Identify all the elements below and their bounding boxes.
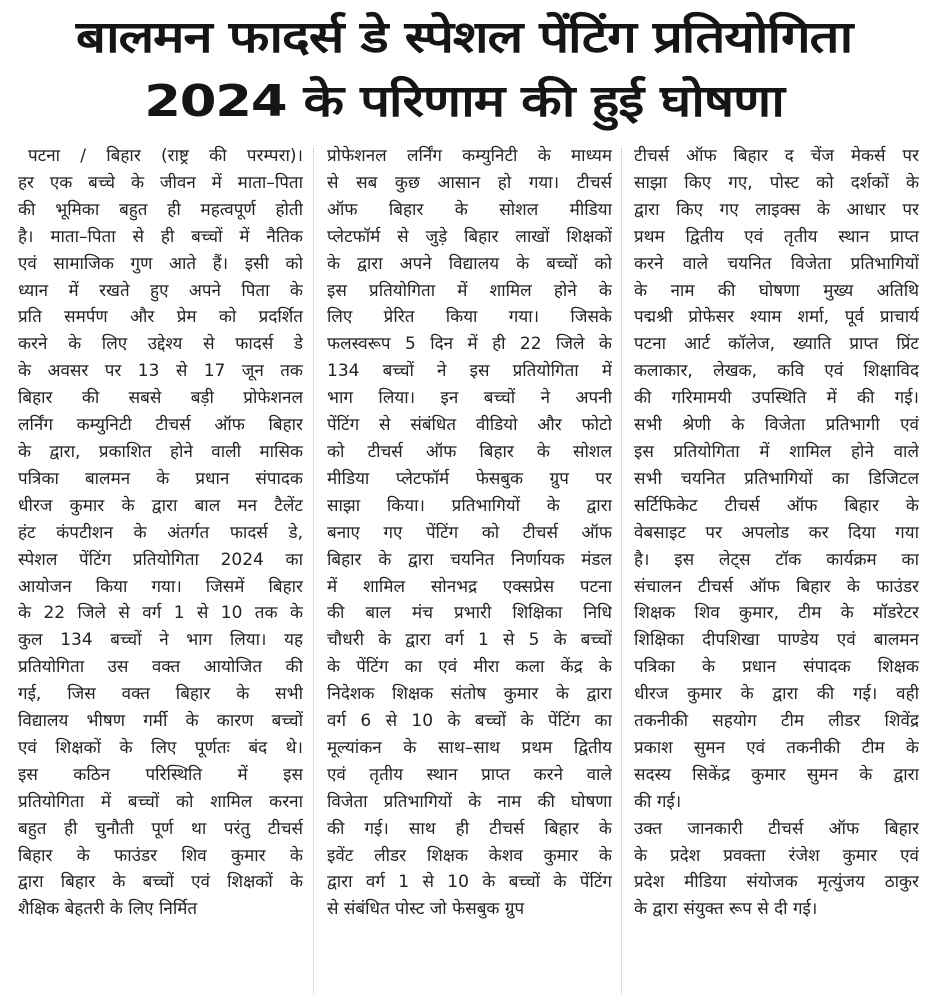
article-line: प्रतियोगिता में बच्चों को शामिल करना bbox=[18, 791, 303, 812]
article-line: धीरज कुमार के द्वारा बाल मन टैलेंट bbox=[18, 495, 303, 516]
article-line: है। माता–पिता से ही बच्चों में नैतिक bbox=[18, 226, 303, 247]
article-line: द्वारा वर्ग 1 से 10 के बच्चों के पेंटिंग bbox=[327, 872, 612, 893]
article-line: प्रति समर्पण और प्रेम को प्रदर्शित bbox=[18, 307, 303, 328]
article-line: विजेता प्रतिभागियों के नाम की घोषणा bbox=[327, 791, 612, 812]
article-column-1 bbox=[18, 143, 303, 1001]
article-line: सभी चयनित प्रतिभागियों का डिजिटल bbox=[634, 468, 919, 489]
article-line: एवं शिक्षकों के लिए पूर्णतः बंद थे। bbox=[18, 737, 303, 758]
article-line: चौधरी के द्वारा वर्ग 1 से 5 के बच्चों bbox=[327, 630, 612, 651]
article-line: के अवसर पर 13 से 17 जून तक bbox=[18, 361, 303, 382]
article-line: पत्रिका बालमन के प्रधान संपादक bbox=[18, 468, 303, 489]
article-line: में शामिल सोनभद्र एक्सप्रेस पटना bbox=[327, 576, 612, 597]
article-line: के पेंटिंग का एवं मीरा कला केंद्र के bbox=[327, 657, 612, 678]
article-line: ऑफ बिहार के सोशल मीडिया bbox=[327, 199, 612, 220]
article-line: भाग लिया। इन बच्चों ने अपनी bbox=[327, 388, 612, 409]
article-line: द्वारा किए गए लाइक्स के आधार पर bbox=[634, 199, 919, 220]
article-line: पत्रिका के प्रधान संपादक शिक्षक bbox=[634, 657, 919, 678]
article-line: बहुत ही चुनौती पूर्ण था परंतु टीचर्स bbox=[18, 818, 303, 839]
headline bbox=[0, 6, 928, 134]
article-line: पद्मश्री प्रोफेसर श्याम शर्मा, पूर्व प्राचार्य bbox=[634, 307, 919, 328]
article-line: साझा किए गए, पोस्ट को दर्शकों के bbox=[634, 172, 919, 193]
article-line: हंट कंपटीशन के अंतर्गत फादर्स डे, bbox=[18, 522, 303, 543]
article-line: इस प्रतियोगिता में शामिल होने वाले bbox=[634, 441, 919, 462]
article-line: मीडिया प्लेटफॉर्म फेसबुक ग्रुप पर bbox=[327, 468, 612, 489]
article-line: की भूमिका बहुत ही महत्वपूर्ण होती bbox=[18, 199, 303, 220]
article-line: सभी श्रेणी के विजेता प्रतिभागी एवं bbox=[634, 415, 919, 436]
article-line: करने के लिए उद्देश्य से फादर्स डे bbox=[18, 334, 303, 355]
article-line: कुल 134 बच्चों ने भाग लिया। यह bbox=[18, 630, 303, 651]
article-line: के द्वारा अपने विद्यालय के बच्चों को bbox=[327, 253, 612, 274]
article-line: की गई। bbox=[634, 791, 682, 812]
article-line: के द्वारा संयुक्त रूप से दी गई। bbox=[634, 899, 818, 920]
article-line: टीचर्स ऑफ बिहार द चेंज मेकर्स पर bbox=[634, 146, 919, 166]
headline-line-2: 2024 के परिणाम की हुई घोषणा bbox=[144, 76, 784, 127]
article-line: हर एक बच्चे के जीवन में माता–पिता bbox=[18, 172, 303, 193]
article-line: विद्यालय भीषण गर्मी के कारण बच्चों bbox=[18, 711, 303, 732]
article-line: 134 बच्चों ने इस प्रतियोगिता में bbox=[327, 361, 612, 382]
article-line: शिक्षक शिव कुमार, टीम के मॉडरेटर bbox=[634, 603, 919, 624]
article-column-2 bbox=[327, 143, 612, 1001]
article-line: सदस्य सिकेंद्र कुमार सुमन के द्वारा bbox=[634, 764, 919, 785]
article-line: पटना / बिहार (राष्ट्र की परम्परा)। bbox=[28, 146, 303, 166]
article-line: की गई। साथ ही टीचर्स बिहार के bbox=[327, 818, 612, 839]
article-line: बनाए गए पेंटिंग को टीचर्स ऑफ bbox=[327, 522, 612, 543]
article-line: एवं तृतीय स्थान प्राप्त करने वाले bbox=[327, 764, 612, 785]
article-line: लिए प्रेरित किया गया। जिसके bbox=[327, 307, 612, 328]
headline-line-1: बालमन फादर्स डे स्पेशल पेंटिंग प्रतियोगिता bbox=[75, 12, 853, 63]
article-line: के प्रदेश प्रवक्ता रंजेश कुमार एवं bbox=[634, 845, 919, 866]
article-line: आयोजन किया गया। जिसमें बिहार bbox=[18, 576, 303, 597]
article-line: की बाल मंच प्रभारी शिक्षिका निधि bbox=[327, 603, 612, 624]
article-column-3 bbox=[634, 143, 919, 1001]
article-line: पटना आर्ट कॉलेज, ख्याति प्राप्त प्रिंट bbox=[634, 334, 919, 355]
article-line: शैक्षिक बेहतरी के लिए निर्मित bbox=[18, 899, 198, 920]
article-line: फलस्वरूप 5 दिन में ही 22 जिले के bbox=[327, 334, 612, 355]
article-line: साझा किया। प्रतिभागियों के द्वारा bbox=[327, 495, 612, 516]
article-line: एवं सामाजिक गुण आते हैं। इसी को bbox=[18, 253, 303, 274]
article-line: के 22 जिले से वर्ग 1 से 10 तक के bbox=[18, 603, 303, 624]
article-line: को टीचर्स ऑफ बिहार के सोशल bbox=[327, 441, 612, 462]
article-line: बिहार के फाउंडर शिव कुमार के bbox=[18, 845, 303, 866]
article-line: तकनीकी सहयोग टीम लीडर शिवेंद्र bbox=[634, 711, 919, 732]
article-line: बिहार की सबसे बड़ी प्रोफेशनल bbox=[18, 388, 303, 409]
article-line: प्रतियोगिता उस वक्त आयोजित की bbox=[18, 657, 303, 678]
article-line: गई, जिस वक्त बिहार के सभी bbox=[18, 684, 303, 705]
article-line: से संबंधित पोस्ट जो फेसबुक ग्रुप bbox=[327, 899, 525, 920]
article-body bbox=[0, 143, 928, 1001]
article-line: द्वारा बिहार के बच्चों एवं शिक्षकों के bbox=[18, 872, 303, 893]
article-line: से सब कुछ आसान हो गया। टीचर्स bbox=[327, 172, 612, 193]
article-line: की गरिमामयी उपस्थिति में की गई। bbox=[634, 388, 919, 409]
article-line: है। इस लेट्स टॉक कार्यक्रम का bbox=[634, 549, 919, 570]
article-line: संचालन टीचर्स ऑफ बिहार के फाउंडर bbox=[634, 576, 919, 597]
article-line: प्रदेश मीडिया संयोजक मृत्युंजय ठाकुर bbox=[634, 872, 919, 893]
article-line: लर्निंग कम्युनिटी टीचर्स ऑफ बिहार bbox=[18, 415, 303, 436]
article-line: प्लेटफॉर्म से जुड़े बिहार लाखों शिक्षकों bbox=[327, 226, 612, 247]
article-line: स्पेशल पेंटिंग प्रतियोगिता 2024 का bbox=[18, 549, 303, 570]
article-line: इस कठिन परिस्थिति में इस bbox=[18, 764, 303, 785]
article-line: कलाकार, लेखक, कवि एवं शिक्षाविद bbox=[634, 361, 919, 382]
article-line: सर्टिफिकेट टीचर्स ऑफ बिहार के bbox=[634, 495, 919, 516]
article-line: उक्त जानकारी टीचर्स ऑफ बिहार bbox=[634, 818, 919, 839]
article-line: इवेंट लीडर शिक्षक केशव कुमार के bbox=[327, 845, 612, 866]
article-line: पेंटिंग से संबंधित वीडियो और फोटो bbox=[327, 415, 612, 436]
article-line: करने वाले चयनित विजेता प्रतिभागियों bbox=[634, 253, 919, 274]
article-line: प्रकाश सुमन एवं तकनीकी टीम के bbox=[634, 737, 919, 758]
article-line: वेबसाइट पर अपलोड कर दिया गया bbox=[634, 522, 919, 543]
article-line: प्रोफेशनल लर्निंग कम्युनिटी के माध्यम bbox=[327, 146, 612, 166]
article-line: निदेशक शिक्षक संतोष कुमार के द्वारा bbox=[327, 684, 612, 705]
article-line: इस प्रतियोगिता में शामिल होने के bbox=[327, 280, 612, 301]
article-line: ध्यान में रखते हुए अपने पिता के bbox=[18, 280, 303, 301]
article-line: धीरज कुमार के द्वारा की गई। वही bbox=[634, 684, 919, 705]
article-line: शिक्षिका दीपशिखा पाण्डेय एवं बालमन bbox=[634, 630, 919, 651]
article-line: बिहार के द्वारा चयनित निर्णायक मंडल bbox=[327, 549, 612, 570]
article-line: के नाम की घोषणा मुख्य अतिथि bbox=[634, 280, 919, 301]
article-line: वर्ग 6 से 10 के बच्चों के पेंटिंग का bbox=[327, 711, 612, 732]
article-line: प्रथम द्वितीय एवं तृतीय स्थान प्राप्त bbox=[634, 226, 919, 247]
article-line: मूल्यांकन के साथ–साथ प्रथम द्वितीय bbox=[327, 737, 612, 758]
article-line: के द्वारा, प्रकाशित होने वाली मासिक bbox=[18, 441, 303, 462]
